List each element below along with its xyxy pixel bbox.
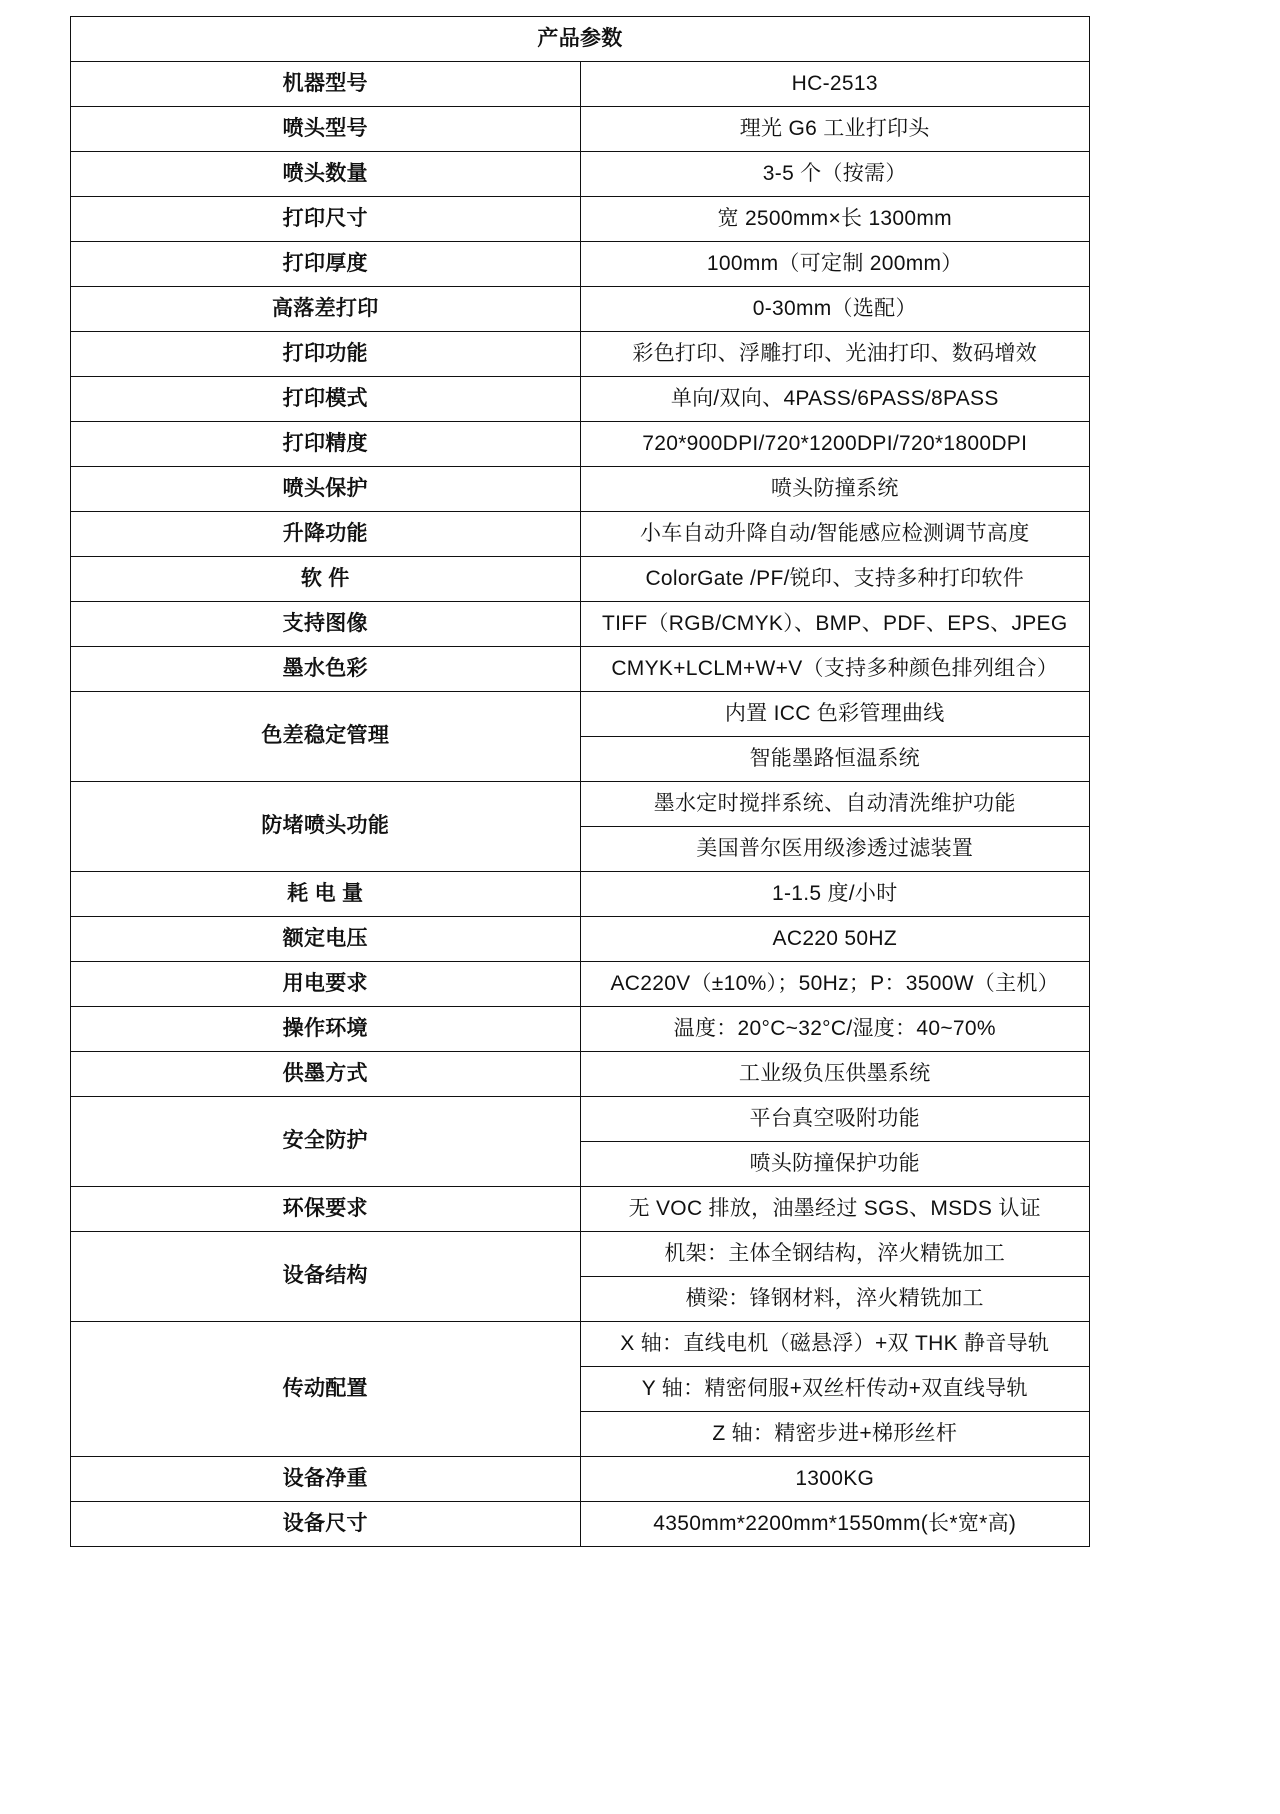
row-label: 喷头型号 (71, 107, 581, 152)
row-value: X 轴：直线电机（磁悬浮）+双 THK 静音导轨 (580, 1322, 1090, 1367)
table-title-row (71, 17, 1090, 62)
row-value: 平台真空吸附功能 (580, 1097, 1090, 1142)
table-row (71, 242, 1090, 287)
row-value: CMYK+LCLM+W+V（支持多种颜色排列组合） (580, 647, 1090, 692)
row-label: 设备净重 (71, 1457, 581, 1502)
row-label: 环保要求 (71, 1187, 581, 1232)
row-value: Z 轴：精密步进+梯形丝杆 (580, 1412, 1090, 1457)
row-value: 墨水定时搅拌系统、自动清洗维护功能 (580, 782, 1090, 827)
row-label: 打印功能 (71, 332, 581, 377)
table-row (71, 287, 1090, 332)
row-value: 智能墨路恒温系统 (580, 737, 1090, 782)
row-label: 喷头数量 (71, 152, 581, 197)
row-label: 打印精度 (71, 422, 581, 467)
row-label: 耗 电 量 (71, 872, 581, 917)
row-value: 宽 2500mm×长 1300mm (580, 197, 1090, 242)
row-value: AC220 50HZ (580, 917, 1090, 962)
row-value: Y 轴：精密伺服+双丝杆传动+双直线导轨 (580, 1367, 1090, 1412)
row-label: 传动配置 (71, 1322, 581, 1457)
row-value: AC220V（±10%）；50Hz；P：3500W（主机） (580, 962, 1090, 1007)
table-row (71, 62, 1090, 107)
table-row (71, 872, 1090, 917)
row-label: 机器型号 (71, 62, 581, 107)
row-label: 喷头保护 (71, 467, 581, 512)
table-row (71, 782, 1090, 827)
row-value: 0-30mm（选配） (580, 287, 1090, 332)
row-label: 设备尺寸 (71, 1502, 581, 1547)
row-value: ColorGate /PF/锐印、支持多种打印软件 (580, 557, 1090, 602)
row-label: 打印厚度 (71, 242, 581, 287)
table-row (71, 512, 1090, 557)
table-row (71, 1232, 1090, 1277)
row-value: HC-2513 (580, 62, 1090, 107)
table-row (71, 1052, 1090, 1097)
row-label: 用电要求 (71, 962, 581, 1007)
row-value: 工业级负压供墨系统 (580, 1052, 1090, 1097)
row-value: 机架：主体全钢结构，淬火精铣加工 (580, 1232, 1090, 1277)
table-row (71, 332, 1090, 377)
page-title: 产品参数 (71, 17, 1090, 62)
table-row (71, 422, 1090, 467)
table-row (71, 1097, 1090, 1142)
row-value: 理光 G6 工业打印头 (580, 107, 1090, 152)
table-row (71, 962, 1090, 1007)
table-row (71, 1187, 1090, 1232)
row-value: 横梁：锋钢材料，淬火精铣加工 (580, 1277, 1090, 1322)
table-row (71, 1007, 1090, 1052)
row-label: 色差稳定管理 (71, 692, 581, 782)
table-row (71, 692, 1090, 737)
table-row (71, 557, 1090, 602)
row-value: 无 VOC 排放，油墨经过 SGS、MSDS 认证 (580, 1187, 1090, 1232)
row-value: 喷头防撞保护功能 (580, 1142, 1090, 1187)
table-row (71, 647, 1090, 692)
row-label: 打印尺寸 (71, 197, 581, 242)
row-value: 1300KG (580, 1457, 1090, 1502)
row-label: 防堵喷头功能 (71, 782, 581, 872)
row-value: 温度：20°C~32°C/湿度：40~70% (580, 1007, 1090, 1052)
row-label: 墨水色彩 (71, 647, 581, 692)
table-row (71, 1322, 1090, 1367)
row-value: 100mm（可定制 200mm） (580, 242, 1090, 287)
row-value: 内置 ICC 色彩管理曲线 (580, 692, 1090, 737)
table-row (71, 107, 1090, 152)
row-value: 3-5 个（按需） (580, 152, 1090, 197)
row-label: 供墨方式 (71, 1052, 581, 1097)
table-row (71, 917, 1090, 962)
row-label: 打印模式 (71, 377, 581, 422)
row-label: 支持图像 (71, 602, 581, 647)
table-row (71, 602, 1090, 647)
row-label: 安全防护 (71, 1097, 581, 1187)
product-parameters-table (70, 16, 1090, 1547)
row-value: 单向/双向、4PASS/6PASS/8PASS (580, 377, 1090, 422)
table-row (71, 1457, 1090, 1502)
row-value: 720*900DPI/720*1200DPI/720*1800DPI (580, 422, 1090, 467)
table-row (71, 377, 1090, 422)
row-label: 设备结构 (71, 1232, 581, 1322)
row-value: 1-1.5 度/小时 (580, 872, 1090, 917)
row-label: 操作环境 (71, 1007, 581, 1052)
table-row (71, 467, 1090, 512)
row-label: 升降功能 (71, 512, 581, 557)
table-body (71, 17, 1090, 1547)
row-label: 高落差打印 (71, 287, 581, 332)
row-value: 美国普尔医用级渗透过滤装置 (580, 827, 1090, 872)
table-row (71, 197, 1090, 242)
row-value: 彩色打印、浮雕打印、光油打印、数码增效 (580, 332, 1090, 377)
row-value: TIFF（RGB/CMYK）、BMP、PDF、EPS、JPEG (580, 602, 1090, 647)
table-row (71, 152, 1090, 197)
row-value: 小车自动升降自动/智能感应检测调节高度 (580, 512, 1090, 557)
row-value: 4350mm*2200mm*1550mm(长*宽*高) (580, 1502, 1090, 1547)
table-row (71, 1502, 1090, 1547)
row-value: 喷头防撞系统 (580, 467, 1090, 512)
row-label: 软 件 (71, 557, 581, 602)
row-label: 额定电压 (71, 917, 581, 962)
